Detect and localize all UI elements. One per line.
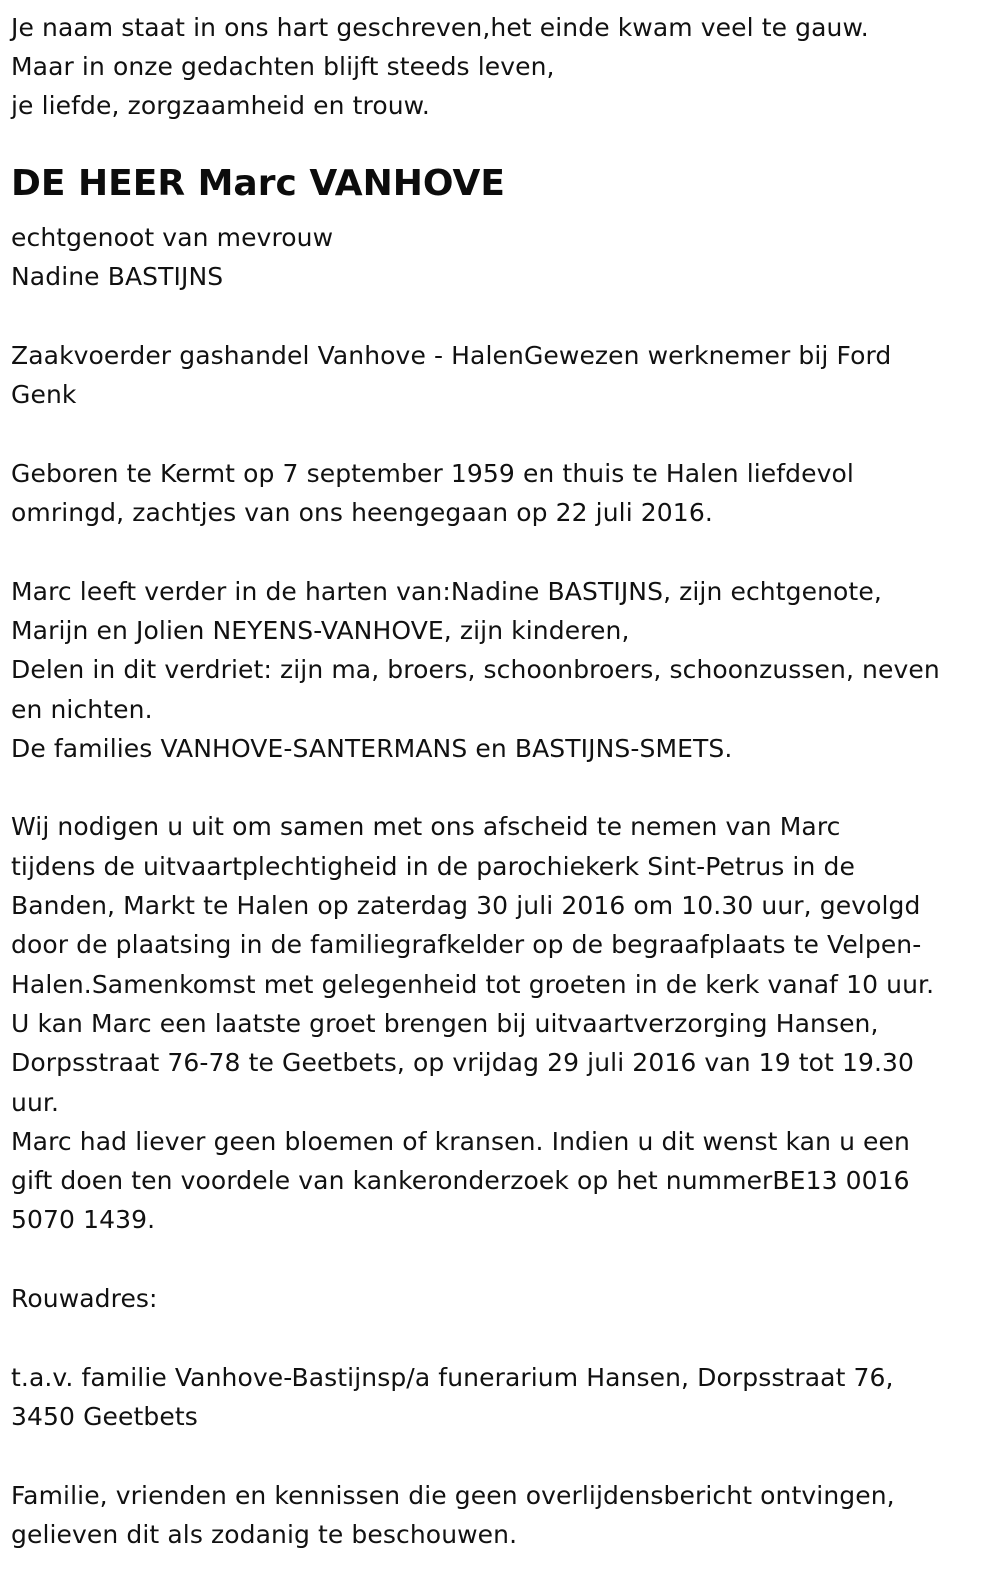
address-label: Rouwadres: (11, 1284, 158, 1314)
birth-death-section (11, 454, 986, 533)
occupation-section (11, 336, 986, 415)
family-line: De families VANHOVE-SANTERMANS en BASTIJNS-SMETS. (11, 733, 733, 763)
spouse-section (11, 218, 986, 297)
birth-death-line: omringd, zachtjes van ons heengegaan op 22 juli 2016. (11, 498, 713, 528)
ceremony-line: Dorpsstraat 76-78 te Geetbets, op vrijdag 29 juli 2016 van 19 tot 19.30 (11, 1048, 915, 1078)
ceremony-line: Marc had liever geen bloemen of kransen. Indien u dit wenst kan u een (11, 1126, 910, 1156)
birth-death-line: Geboren te Kermt op 7 september 1959 en thuis te Halen liefdevol (11, 458, 854, 488)
ceremony-line: Banden, Markt te Halen op zaterdag 30 juli 2016 om 10.30 uur, gevolgd (11, 891, 921, 921)
ceremony-line: Halen.Samenkomst met gelegenheid tot groeten in de kerk vanaf 10 uur. (11, 969, 935, 999)
occupation-line: Genk (11, 380, 77, 410)
ceremony-section (11, 807, 986, 1239)
spouse-name: Nadine BASTIJNS (11, 262, 224, 292)
ceremony-line: Wij nodigen u uit om samen met ons afscheid te nemen van Marc (11, 812, 841, 842)
ceremony-line: uur. (11, 1087, 60, 1117)
obituary-document (11, 8, 986, 1554)
ceremony-line: door de plaatsing in de familiegrafkelder op de begraafplaats te Velpen- (11, 930, 922, 960)
family-line: Marijn en Jolien NEYENS-VANHOVE, zijn kinderen, (11, 615, 630, 645)
family-line: Delen in dit verdriet: zijn ma, broers, schoonbroers, schoonzussen, neven (11, 655, 940, 685)
poem-line: Maar in onze gedachten blijft steeds leven, (11, 52, 555, 81)
ceremony-line: gift doen ten voordele van kankeronderzoek op het nummerBE13 0016 (11, 1166, 910, 1196)
deceased-name-heading: DE HEER Marc VANHOVE (11, 163, 505, 204)
memorial-poem (11, 8, 986, 125)
closing-line: gelieven dit als zodanig te beschouwen. (11, 1519, 518, 1549)
ceremony-line: U kan Marc een laatste groet brengen bij uitvaartverzorging Hansen, (11, 1008, 879, 1038)
closing-section (11, 1476, 986, 1555)
address-line: 3450 Geetbets (11, 1401, 198, 1431)
poem-line: Je naam staat in ons hart geschreven,het einde kwam veel te gauw. (11, 13, 869, 42)
occupation-line: Zaakvoerder gashandel Vanhove - HalenGewezen werknemer bij Ford (11, 340, 892, 370)
family-section (11, 572, 986, 768)
address-line: t.a.v. familie Vanhove-Bastijnsp/a funerarium Hansen, Dorpsstraat 76, (11, 1362, 894, 1392)
family-line: Marc leeft verder in de harten van:Nadine BASTIJNS, zijn echtgenote, (11, 576, 882, 606)
ceremony-line: 5070 1439. (11, 1205, 156, 1235)
family-line: en nichten. (11, 694, 153, 724)
spouse-line: echtgenoot van mevrouw (11, 223, 334, 252)
poem-line: je liefde, zorgzaamheid en trouw. (11, 91, 430, 120)
address-section (11, 1358, 986, 1437)
closing-line: Familie, vrienden en kennissen die geen overlijdensbericht ontvingen, (11, 1480, 895, 1510)
ceremony-line: tijdens de uitvaartplechtigheid in de parochiekerk Sint-Petrus in de (11, 851, 855, 881)
